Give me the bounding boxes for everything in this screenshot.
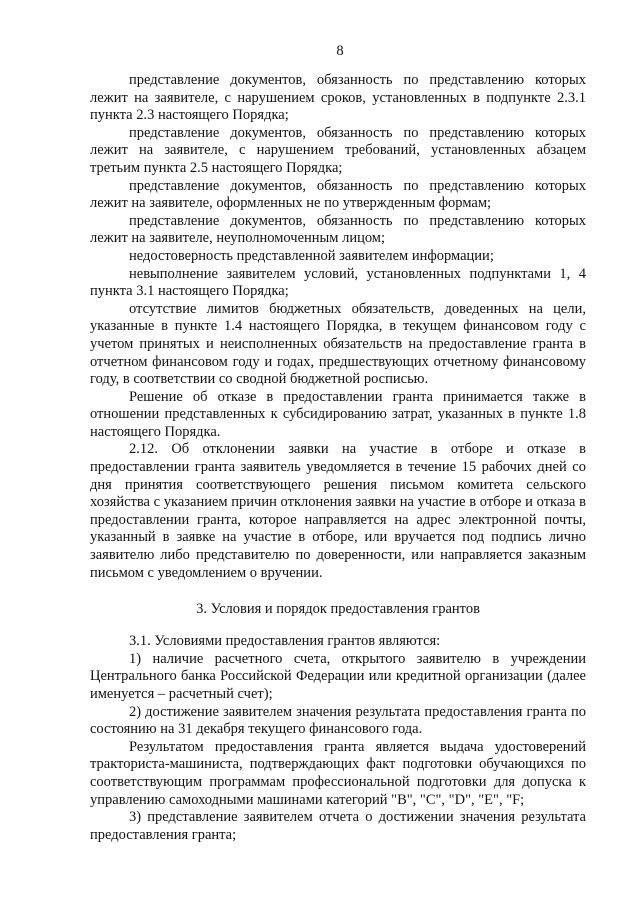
paragraph: Решение об отказе в предоставлении гранта принимается также в отношении представленных к субсидированию затрат, указанных в пункте 1.8 настоящего Порядка.: [90, 388, 586, 440]
paragraph: 3.1. Условиями предоставления грантов являются:: [129, 633, 441, 650]
body-text-section-3: [90, 633, 586, 844]
paragraph: 1) наличие расчетного счета, открытого заявителю в учреждении Центрального банка Российской Федерации или кредитной организации (далее именуется – расчетный счет);: [90, 650, 586, 702]
body-text: [90, 72, 586, 582]
paragraph: представление документов, обязанность по представлению которых лежит на заявителе, с нарушением требований, установленных абзацем третьим пункта 2.5 настоящего Порядка;: [90, 124, 586, 176]
paragraph: представление документов, обязанность по представлению которых лежит на заявителе, с нарушением сроков, установленных в подпункте 2.3.1 пункта 2.3 настоящего Порядка;: [90, 72, 586, 124]
paragraph: представление документов, обязанность по представлению которых лежит на заявителе, оформленных не по утвержденным формам;: [90, 177, 586, 212]
page-number: 8: [336, 43, 344, 59]
paragraph: недостоверность представленной заявителем информации;: [129, 247, 494, 264]
paragraph: 2) достижение заявителем значения результата предоставления гранта по состоянию на 31 декабря текущего финансового года.: [90, 703, 586, 738]
paragraph: 3) представление заявителем отчета о достижении значения результата предоставления гранта;: [90, 809, 586, 843]
paragraph: Результатом предоставления гранта является выдача удостоверений тракториста-машиниста, подтверждающих факт подготовки обучающихся по соответствующим программам профессиональной подготовки для допуска к управлению самоходными машинами категорий "B", "C", "D", "E", "F;: [90, 738, 586, 808]
paragraph: отсутствие лимитов бюджетных обязательств, доведенных на цели, указанные в пункте 1.4 настоящего Порядка, в текущем финансовом году с учетом принятых и неисполненных обязательств на предоставление гранта в отчетном финансовом году и годах, предшествующих отчетному финансовому году, в соответствии со сводной бюджетной росписью.: [90, 300, 586, 388]
paragraph: невыполнение заявителем условий, установленных подпунктами 1, 4 пункта 3.1 настоящего Порядка;: [90, 265, 586, 300]
paragraph: 2.12. Об отклонении заявки на участие в отборе и отказе в предоставлении гранта заявитель уведомляется в течение 15 рабочих дней со дня принятия соответствующего решения письмом комитета сельского хозяйства с указанием причин отклонения заявки на участие в отборе и отказа в предоставлении гранта, которое направляется на адрес электронной почты, указанный в заявке на участие в отборе, или вручается под подпись лично заявителю либо представителю по доверенности, или направляется заказным письмом с уведомлением о вручении.: [90, 441, 586, 581]
section-heading: 3. Условия и порядок предоставления грантов: [196, 601, 480, 618]
paragraph: представление документов, обязанность по представлению которых лежит на заявителе, неуполномоченным лицом;: [90, 212, 586, 247]
